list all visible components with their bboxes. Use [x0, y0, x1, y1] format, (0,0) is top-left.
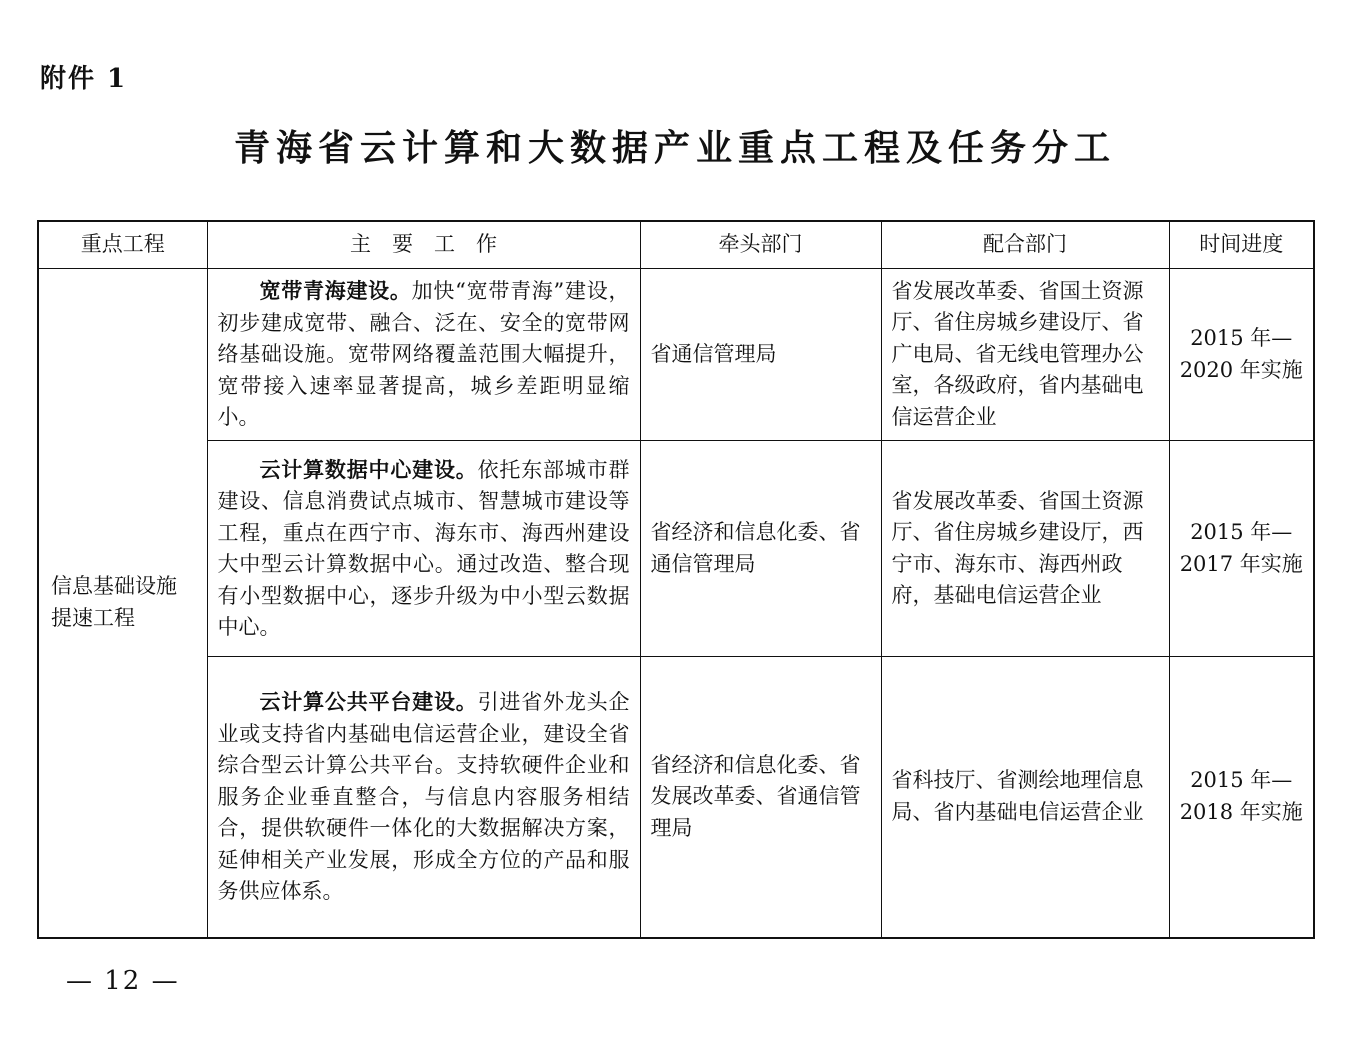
table-row	[38, 657, 1314, 938]
coop-dept-cell: 省科技厅、省测绘地理信息局、省内基础电信运营企业	[881, 657, 1169, 938]
work-cell	[207, 657, 640, 938]
table-row	[38, 441, 1314, 657]
header-project: 重点工程	[38, 221, 207, 269]
task-table	[37, 220, 1315, 939]
header-time: 时间进度	[1169, 221, 1314, 269]
work-body: 引进省外龙头企业或支持省内基础电信运营企业，建设全省综合型云计算公共平台。支持软硬件企业和服务企业垂直整合，与信息内容服务相结合，提供软硬件一体化的大数据解决方案，延伸相关产业发展，形成全方位的产品和服务供应体系。	[217, 690, 630, 903]
table-row	[38, 269, 1314, 441]
work-cell	[207, 269, 640, 441]
work-title: 云计算公共平台建设。	[259, 689, 478, 714]
coop-dept-cell: 省发展改革委、省国土资源厅、省住房城乡建设厅、省广电局、省无线电管理办公室，各级政府，省内基础电信运营企业	[881, 269, 1169, 441]
time-cell: 2015 年—2020 年实施	[1169, 269, 1314, 441]
lead-dept-cell: 省经济和信息化委、省发展改革委、省通信管理局	[640, 657, 881, 938]
header-coop-dept: 配合部门	[881, 221, 1169, 269]
work-body: 加快“宽带青海”建设，初步建成宽带、融合、泛在、安全的宽带网络基础设施。宽带网络覆盖范围大幅提升，宽带接入速率显著提高，城乡差距明显缩小。	[217, 279, 630, 430]
attachment-label: 附件 1	[40, 64, 128, 94]
work-title: 宽带青海建设。	[259, 278, 412, 304]
header-work: 主 要 工 作	[207, 221, 640, 269]
document-title: 青海省云计算和大数据产业重点工程及任务分工	[233, 127, 1116, 169]
header-lead-dept: 牵头部门	[640, 221, 881, 269]
time-cell: 2015 年—2017 年实施	[1169, 441, 1314, 657]
work-body: 依托东部城市群建设、信息消费试点城市、智慧城市建设等工程，重点在西宁市、海东市、海西州建设大中型云计算数据中心。通过改造、整合现有小型数据中心，逐步升级为中小型云数据中心。	[217, 457, 630, 639]
lead-dept-cell: 省经济和信息化委、省通信管理局	[640, 441, 881, 657]
work-cell	[207, 441, 640, 657]
work-title: 云计算数据中心建设。	[259, 456, 478, 482]
project-cell: 信息基础设施提速工程	[38, 269, 207, 938]
page-number: — 12 —	[66, 966, 180, 996]
coop-dept-cell: 省发展改革委、省国土资源厅、省住房城乡建设厅，西宁市、海东市、海西州政府，基础电信运营企业	[881, 441, 1169, 657]
time-cell: 2015 年—2018 年实施	[1169, 657, 1314, 938]
table-header-row	[38, 221, 1314, 269]
lead-dept-cell: 省通信管理局	[640, 269, 881, 441]
